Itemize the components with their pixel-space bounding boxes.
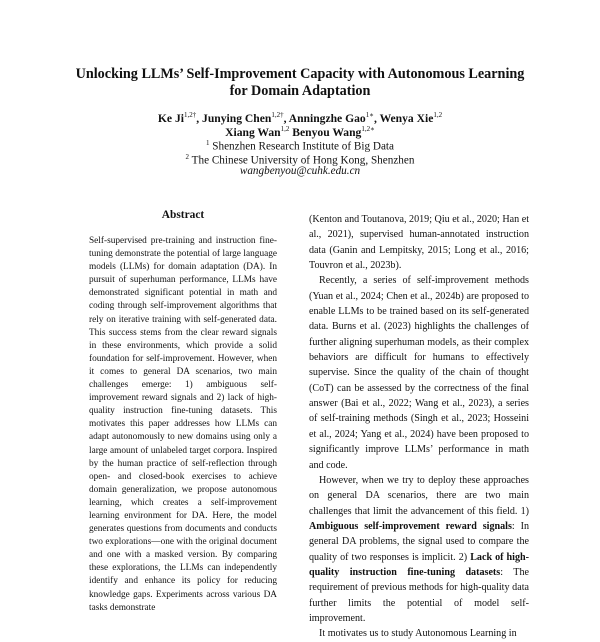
- affiliation-text: Shenzhen Research Institute of Big Data: [212, 140, 395, 153]
- body-paragraph-challenges: [309, 473, 529, 626]
- contact-email: wangbenyou@cuhk.edu.cn: [239, 165, 361, 177]
- author-name: Anningzhe Gao: [288, 111, 366, 125]
- affiliation-number: 2: [185, 153, 190, 161]
- body-paragraph: (Kenton and Toutanova, 2019; Qiu et al., 2020; Han et al., 2021), supervised human-annotated instruction data (Ganin and Lempitsky, 2015; Long et al., 2016; Touvron et al., 2023b).: [309, 214, 530, 272]
- affiliation-text: The Chinese University of Hong Kong, Shenzhen: [191, 154, 415, 167]
- author-affil-mark: 1,2†: [271, 111, 284, 119]
- body-text: : The requirement of previous methods for high-quality data further limits the potential of model self-improvement.: [309, 566, 529, 624]
- authors-line-1: Ke $Ji^{1,2\dagger}$, Junying Chen$^{1,2\dagger}$, Anningzhe Gao$^{1∗}$, Wenya Xie$^{1,2}$: [157, 111, 443, 125]
- abstract-text: Self-supervised pre-training and instruction fine-tuning demonstrate the potential of large language models (LLMs) for domain adaptation (DA). In pursuit of superhuman performance, LLMs have demonstrated significant potential in math and coding through self-improvement algorithms that rely on iterative training with self-generated data. This success stems from the clear reward signals in these environments, which provide a solid foundation for self-improvement. However, when it comes to general DA scenarios, two main challenges emerge: 1) ambiguous self-improvement reward signals and 2) lack of high-quality instruction fine-tuning datasets. This motivates this paper addresses how LLMs can adapt autonomously to new domains using only a large amount of unlabeled target corpora. Inspired by the human practice of self-reflection through open- and closed-book exercises to achieve domain generalization, we propose autonomous learning, which creates a self-improvement learning environment for DA. Here, the model generates questions from documents and conducts two explorations—one with the original document and one with a masked version. By comparing these explorations, the LLMs can independently identify and enhance its policy for reducing knowledge gaps. Experiments across various DA tasks demonstrate: [89, 236, 277, 613]
- body-column-right: [309, 212, 529, 642]
- body-text: : In general DA problems, the signal used to compare the quality of two responses is implicit. 2): [309, 520, 529, 563]
- paper-title-line-1: Unlocking LLMs’ Self-Improvement Capacity with Autonomous Learning: [75, 66, 525, 82]
- body-text: However, when we try to deploy these approaches on general DA scenarios, there are two main challenges that limit the advancement of this field. 1): [309, 474, 529, 517]
- author-name: Wenya Xie: [379, 111, 434, 125]
- body-paragraph: It motivates us to study Autonomous Learning in: [319, 628, 517, 640]
- author-name: Ke Ji: [157, 111, 184, 125]
- author-name: Junying Chen: [202, 111, 272, 125]
- author-affil-mark: 1,2: [433, 111, 443, 119]
- author-name: Xiang Wan: [225, 125, 281, 139]
- challenge-1-title: Ambiguous self-improvement reward signals: [309, 520, 512, 532]
- author-affil-mark: 1,2∗: [361, 125, 375, 133]
- author-affil-mark: 1,2†: [183, 111, 197, 119]
- body-paragraph: Recently, a series of self-improvement methods (Yuan et al., 2024; Chen et al., 2024b) are proposed to enable LLMs to be trained based on its self-generated data. Burns et al. (2023) highlights the challenges of further aligning superhuman models, as their complex behaviors are difficult for humans to effectively supervise. Since the quality of the chain of thought (CoT) can be assessed by the correctness of the final answer (Bai et al., 2022; Wang et al., 2023), a series of self-training methods (Singh et al., 2023; Hosseini et al., 2024; Yang et al., 2024) have been proposed to significantly improve LLMs’ performance in math and code.: [309, 275, 529, 471]
- author-affil-mark: 1,2: [280, 125, 290, 133]
- abstract-heading: Abstract: [161, 209, 205, 221]
- abstract-column: [89, 235, 277, 615]
- author-affil-mark: 1∗: [365, 111, 374, 119]
- paper-title-line-2: for Domain Adaptation: [229, 83, 371, 99]
- affiliation-number: 1: [205, 139, 210, 147]
- author-name: Benyou Wang: [292, 125, 362, 139]
- challenge-2-title: Lack of high-quality instruction fine-tuning datasets: [309, 551, 529, 578]
